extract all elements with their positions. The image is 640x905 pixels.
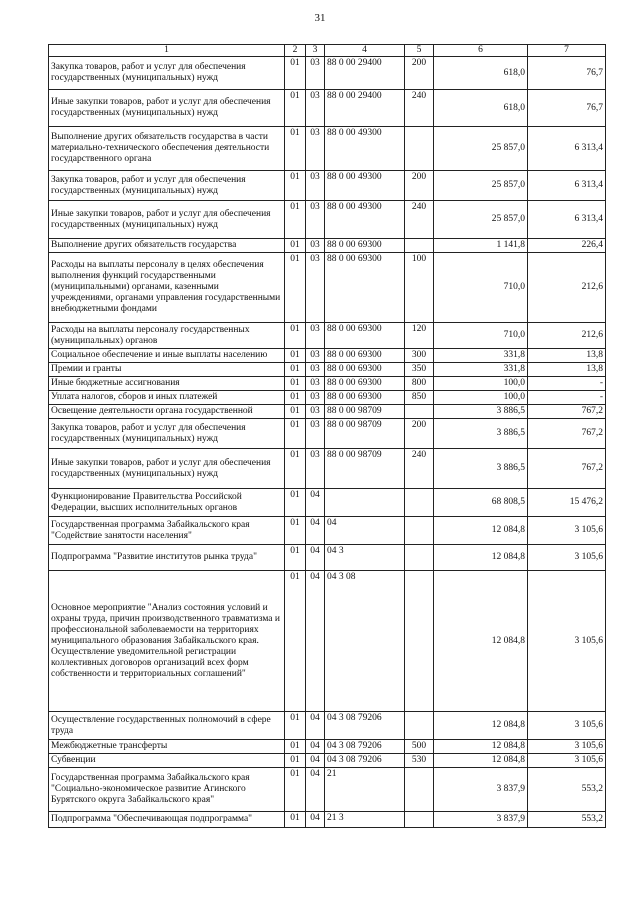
row-value-col7: 3 105,6 — [528, 712, 606, 740]
table-row — [49, 812, 606, 828]
row-section: 01 — [285, 377, 306, 391]
row-section: 01 — [285, 349, 306, 363]
row-value-col6: 100,0 — [434, 377, 528, 391]
row-value-col6: 3 886,5 — [434, 419, 528, 449]
row-subsection: 04 — [306, 768, 325, 812]
row-expense-type — [405, 517, 434, 545]
table-row — [49, 449, 606, 489]
row-section: 01 — [285, 323, 306, 349]
row-expense-type: 200 — [405, 171, 434, 201]
row-subsection: 03 — [306, 253, 325, 323]
row-value-col6: 618,0 — [434, 57, 528, 90]
row-expense-type: 240 — [405, 201, 434, 239]
page-number: 31 — [314, 12, 326, 24]
row-value-col7: 3 105,6 — [528, 740, 606, 754]
row-value-col7: 76,7 — [528, 90, 606, 127]
row-subsection: 03 — [306, 405, 325, 419]
row-section: 01 — [285, 171, 306, 201]
row-target-article: 88 0 00 69300 — [325, 377, 405, 391]
row-value-col6: 1 141,8 — [434, 239, 528, 253]
row-expense-type — [405, 489, 434, 517]
row-name: Выполнение других обязательств государства — [49, 239, 285, 253]
row-section: 01 — [285, 419, 306, 449]
row-subsection: 03 — [306, 127, 325, 171]
row-value-col7: 226,4 — [528, 239, 606, 253]
row-section: 01 — [285, 571, 306, 712]
row-value-col7: 3 105,6 — [528, 754, 606, 768]
row-value-col6: 3 886,5 — [434, 449, 528, 489]
row-value-col6: 12 084,8 — [434, 740, 528, 754]
row-section: 01 — [285, 545, 306, 571]
row-value-col6: 25 857,0 — [434, 127, 528, 171]
table-row — [49, 768, 606, 812]
row-expense-type: 240 — [405, 449, 434, 489]
row-name: Межбюджетные трансферты — [49, 740, 285, 754]
row-name: Закупка товаров, работ и услуг для обеспечения государственных (муниципальных) нужд — [49, 171, 285, 201]
row-subsection: 04 — [306, 489, 325, 517]
row-target-article: 88 0 00 69300 — [325, 391, 405, 405]
row-expense-type: 200 — [405, 419, 434, 449]
row-value-col7: 3 105,6 — [528, 545, 606, 571]
row-subsection: 03 — [306, 90, 325, 127]
row-value-col6: 68 808,5 — [434, 489, 528, 517]
row-target-article: 88 0 00 49300 — [325, 201, 405, 239]
row-subsection: 03 — [306, 363, 325, 377]
budget-table — [48, 44, 606, 828]
row-value-col6: 25 857,0 — [434, 201, 528, 239]
row-name: Премии и гранты — [49, 363, 285, 377]
row-subsection: 04 — [306, 740, 325, 754]
table-row — [49, 419, 606, 449]
table-header-row — [49, 45, 606, 57]
row-name: Государственная программа Забайкальского края "Содействие занятости населения" — [49, 517, 285, 545]
row-expense-type — [405, 812, 434, 828]
row-expense-type — [405, 768, 434, 812]
row-section: 01 — [285, 127, 306, 171]
table-row — [49, 201, 606, 239]
row-value-col6: 12 084,8 — [434, 571, 528, 712]
row-expense-type: 240 — [405, 90, 434, 127]
table-row — [49, 239, 606, 253]
column-header: 3 — [306, 45, 325, 57]
row-target-article: 88 0 00 29400 — [325, 90, 405, 127]
row-subsection: 03 — [306, 449, 325, 489]
row-value-col6: 12 084,8 — [434, 517, 528, 545]
row-subsection: 03 — [306, 349, 325, 363]
table-row — [49, 90, 606, 127]
row-subsection: 04 — [306, 712, 325, 740]
row-target-article: 04 3 08 79206 — [325, 754, 405, 768]
row-value-col6: 3 886,5 — [434, 405, 528, 419]
row-value-col7: 6 313,4 — [528, 201, 606, 239]
row-expense-type: 350 — [405, 363, 434, 377]
column-header: 4 — [325, 45, 405, 57]
row-name: Уплата налогов, сборов и иных платежей — [49, 391, 285, 405]
table-row — [49, 391, 606, 405]
row-name: Основное мероприятие "Анализ состояния условий и охраны труда, причин производственного травматизма и профессиональной заболеваемости на территориях муниципального образования Забайкальского края. Осуществление уведомительной регистрации коллективных договоров организаций всех форм собственности и территориальных соглашений" — [49, 571, 285, 712]
column-header: 7 — [528, 45, 606, 57]
row-value-col7: - — [528, 391, 606, 405]
row-value-col6: 331,8 — [434, 349, 528, 363]
row-section: 01 — [285, 90, 306, 127]
table-row — [49, 127, 606, 171]
row-target-article: 88 0 00 69300 — [325, 363, 405, 377]
row-section: 01 — [285, 740, 306, 754]
row-name: Выполнение других обязательств государства в части материально-технического обеспечения деятельности государственного органа — [49, 127, 285, 171]
row-target-article: 04 — [325, 517, 405, 545]
row-subsection: 03 — [306, 391, 325, 405]
row-subsection: 03 — [306, 201, 325, 239]
row-value-col6: 3 837,9 — [434, 768, 528, 812]
row-section: 01 — [285, 754, 306, 768]
row-value-col6: 12 084,8 — [434, 712, 528, 740]
row-target-article: 88 0 00 98709 — [325, 405, 405, 419]
row-name: Социальное обеспечение и иные выплаты населению — [49, 349, 285, 363]
row-name: Подпрограмма "Развитие институтов рынка труда" — [49, 545, 285, 571]
table-row — [49, 349, 606, 363]
row-value-col7: 6 313,4 — [528, 127, 606, 171]
row-value-col7: 553,2 — [528, 768, 606, 812]
row-target-article: 21 3 — [325, 812, 405, 828]
row-expense-type — [405, 127, 434, 171]
row-value-col7: 76,7 — [528, 57, 606, 90]
row-value-col6: 3 837,9 — [434, 812, 528, 828]
table-row — [49, 571, 606, 712]
column-header: 1 — [49, 45, 285, 57]
row-subsection: 04 — [306, 571, 325, 712]
row-name: Освещение деятельности органа государственной — [49, 405, 285, 419]
row-name: Подпрограмма "Обеспечивающая подпрограмма" — [49, 812, 285, 828]
row-target-article: 04 3 08 79206 — [325, 740, 405, 754]
row-value-col7: 767,2 — [528, 405, 606, 419]
row-value-col6: 25 857,0 — [434, 171, 528, 201]
row-expense-type: 100 — [405, 253, 434, 323]
row-subsection: 03 — [306, 171, 325, 201]
row-value-col6: 710,0 — [434, 323, 528, 349]
row-target-article: 21 — [325, 768, 405, 812]
row-name: Закупка товаров, работ и услуг для обеспечения государственных (муниципальных) нужд — [49, 419, 285, 449]
row-target-article: 88 0 00 29400 — [325, 57, 405, 90]
row-section: 01 — [285, 363, 306, 377]
table-row — [49, 405, 606, 419]
row-target-article: 88 0 00 98709 — [325, 419, 405, 449]
row-section: 01 — [285, 768, 306, 812]
table-row — [49, 517, 606, 545]
row-value-col7: 3 105,6 — [528, 517, 606, 545]
row-target-article — [325, 489, 405, 517]
row-name: Субвенции — [49, 754, 285, 768]
table-row — [49, 740, 606, 754]
row-target-article: 04 3 — [325, 545, 405, 571]
table-row — [49, 489, 606, 517]
row-target-article: 88 0 00 69300 — [325, 239, 405, 253]
column-header: 2 — [285, 45, 306, 57]
row-expense-type: 300 — [405, 349, 434, 363]
row-name: Расходы на выплаты персоналу государственных (муниципальных) органов — [49, 323, 285, 349]
table-row — [49, 171, 606, 201]
row-value-col7: 767,2 — [528, 419, 606, 449]
row-section: 01 — [285, 391, 306, 405]
column-header: 6 — [434, 45, 528, 57]
row-expense-type: 800 — [405, 377, 434, 391]
row-name: Государственная программа Забайкальского края "Социально-экономическое развитие Агинского Бурятского округа Забайкальского края" — [49, 768, 285, 812]
row-subsection: 03 — [306, 239, 325, 253]
row-value-col7: 3 105,6 — [528, 571, 606, 712]
row-value-col6: 12 084,8 — [434, 754, 528, 768]
row-subsection: 04 — [306, 812, 325, 828]
row-section: 01 — [285, 449, 306, 489]
row-expense-type: 850 — [405, 391, 434, 405]
row-target-article: 04 3 08 79206 — [325, 712, 405, 740]
row-value-col7: 6 313,4 — [528, 171, 606, 201]
table-row — [49, 363, 606, 377]
row-subsection: 04 — [306, 754, 325, 768]
row-target-article: 88 0 00 98709 — [325, 449, 405, 489]
row-subsection: 04 — [306, 517, 325, 545]
row-expense-type: 200 — [405, 57, 434, 90]
row-expense-type — [405, 571, 434, 712]
row-target-article: 88 0 00 49300 — [325, 171, 405, 201]
row-expense-type — [405, 545, 434, 571]
row-section: 01 — [285, 517, 306, 545]
row-section: 01 — [285, 405, 306, 419]
row-expense-type: 530 — [405, 754, 434, 768]
row-name: Осуществление государственных полномочий в сфере труда — [49, 712, 285, 740]
row-section: 01 — [285, 201, 306, 239]
row-expense-type: 500 — [405, 740, 434, 754]
row-section: 01 — [285, 57, 306, 90]
row-name: Иные бюджетные ассигнования — [49, 377, 285, 391]
row-value-col7: 767,2 — [528, 449, 606, 489]
row-expense-type: 120 — [405, 323, 434, 349]
table-row — [49, 545, 606, 571]
row-subsection: 03 — [306, 323, 325, 349]
row-section: 01 — [285, 812, 306, 828]
table-row — [49, 323, 606, 349]
row-value-col7: - — [528, 377, 606, 391]
row-name: Иные закупки товаров, работ и услуг для обеспечения государственных (муниципальных) нужд — [49, 201, 285, 239]
row-target-article: 04 3 08 — [325, 571, 405, 712]
table-row — [49, 57, 606, 90]
row-value-col6: 12 084,8 — [434, 545, 528, 571]
row-section: 01 — [285, 489, 306, 517]
row-value-col6: 100,0 — [434, 391, 528, 405]
row-target-article: 88 0 00 69300 — [325, 323, 405, 349]
row-section: 01 — [285, 253, 306, 323]
row-name: Функционирование Правительства Российской Федерации, высших исполнительных органов — [49, 489, 285, 517]
row-value-col6: 331,8 — [434, 363, 528, 377]
row-target-article: 88 0 00 49300 — [325, 127, 405, 171]
row-section: 01 — [285, 239, 306, 253]
row-name: Закупка товаров, работ и услуг для обеспечения государственных (муниципальных) нужд — [49, 57, 285, 90]
column-header: 5 — [405, 45, 434, 57]
row-target-article: 88 0 00 69300 — [325, 349, 405, 363]
table-row — [49, 712, 606, 740]
row-section: 01 — [285, 712, 306, 740]
table-row — [49, 377, 606, 391]
row-value-col6: 618,0 — [434, 90, 528, 127]
table-row — [49, 253, 606, 323]
row-name: Иные закупки товаров, работ и услуг для обеспечения государственных (муниципальных) нужд — [49, 449, 285, 489]
row-subsection: 03 — [306, 57, 325, 90]
row-value-col7: 15 476,2 — [528, 489, 606, 517]
row-value-col7: 212,6 — [528, 323, 606, 349]
table-row — [49, 754, 606, 768]
row-subsection: 03 — [306, 419, 325, 449]
row-expense-type — [405, 405, 434, 419]
row-value-col6: 710,0 — [434, 253, 528, 323]
row-value-col7: 13,8 — [528, 363, 606, 377]
row-expense-type — [405, 239, 434, 253]
row-target-article: 88 0 00 69300 — [325, 253, 405, 323]
row-expense-type — [405, 712, 434, 740]
row-value-col7: 553,2 — [528, 812, 606, 828]
row-name: Расходы на выплаты персоналу в целях обеспечения выполнения функций государственными (муниципальными) органами, казенными учреждениями, органами управления государственными внебюджетными фондами — [49, 253, 285, 323]
row-name: Иные закупки товаров, работ и услуг для обеспечения государственных (муниципальных) нужд — [49, 90, 285, 127]
row-value-col7: 13,8 — [528, 349, 606, 363]
row-subsection: 03 — [306, 377, 325, 391]
row-value-col7: 212,6 — [528, 253, 606, 323]
row-subsection: 04 — [306, 545, 325, 571]
